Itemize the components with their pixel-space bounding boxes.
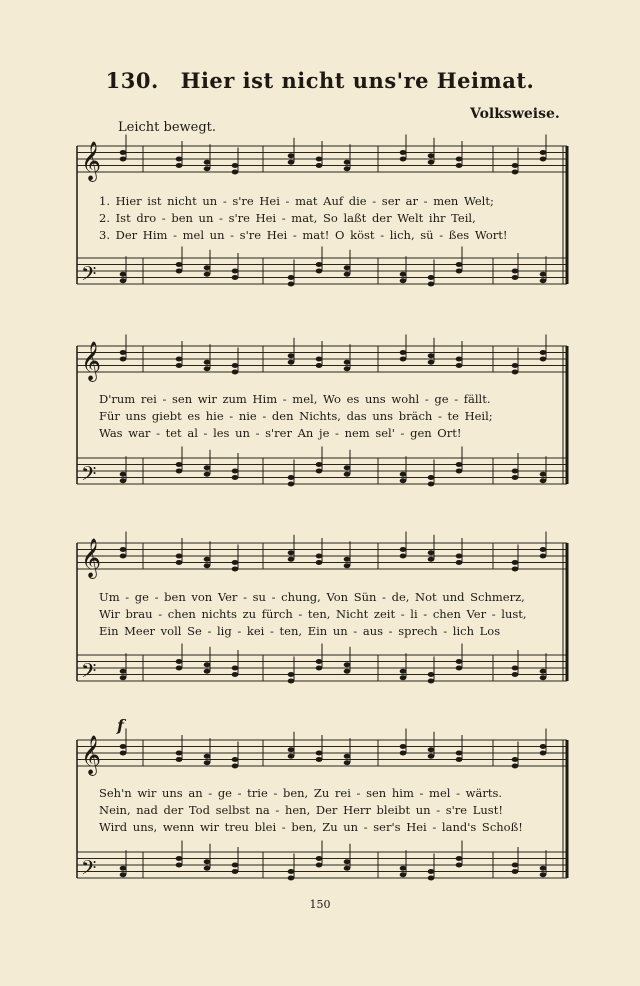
note-head — [288, 282, 295, 287]
note-head — [120, 669, 127, 674]
note-head — [316, 659, 323, 664]
note-head — [316, 363, 323, 368]
lyric-line: Wir brau - chen nichts zu fürch - ten, Nicht zeit - li - chen Ver - lust, — [99, 607, 527, 621]
note-head — [428, 160, 435, 165]
note-head — [428, 747, 435, 752]
note-head — [400, 675, 407, 680]
note-head — [512, 469, 519, 474]
note-head — [344, 754, 351, 759]
note-head — [120, 350, 127, 355]
note-head — [540, 866, 547, 871]
note-head — [316, 554, 323, 559]
note-head — [456, 666, 463, 671]
note-head — [540, 357, 547, 362]
lyric-line: 1. Hier ist nicht un - s're Hei - mat Auf die - ser ar - men Welt; — [99, 194, 494, 208]
note-head — [344, 859, 351, 864]
note-head — [456, 357, 463, 362]
note-head — [512, 560, 519, 565]
lyric-line: Nein, nad der Tod selbst na - hen, Der Herr bleibt un - s're Lust! — [99, 803, 503, 817]
note-head — [512, 363, 519, 368]
note-head — [344, 563, 351, 568]
note-head — [428, 275, 435, 280]
note-head — [344, 465, 351, 470]
note-head — [204, 465, 211, 470]
note-head — [512, 269, 519, 274]
note-head — [316, 666, 323, 671]
bass-clef-icon: 𝄢 — [81, 262, 97, 290]
note-head — [428, 282, 435, 287]
hymn-title: Hier ist nicht uns're Heimat. — [180, 68, 535, 93]
note-head — [232, 370, 239, 375]
note-head — [288, 550, 295, 555]
note-head — [456, 269, 463, 274]
note-head — [428, 360, 435, 365]
note-head — [204, 360, 211, 365]
note-head — [176, 363, 183, 368]
note-head — [344, 557, 351, 562]
note-head — [456, 163, 463, 168]
note-head — [176, 751, 183, 756]
note-head — [400, 554, 407, 559]
note-head — [120, 547, 127, 552]
note-head — [120, 472, 127, 477]
note-head — [456, 554, 463, 559]
note-head — [456, 469, 463, 474]
music-system-3 — [73, 537, 569, 697]
note-head — [316, 462, 323, 467]
note-head — [288, 754, 295, 759]
bass-clef-icon: 𝄢 — [81, 856, 97, 884]
lyric-line: D'rum rei - sen wir zum Him - mel, Wo es uns wohl - ge - fällt. — [99, 392, 491, 406]
note-head — [400, 472, 407, 477]
note-head — [512, 764, 519, 769]
note-head — [120, 751, 127, 756]
note-head — [316, 163, 323, 168]
note-head — [204, 265, 211, 270]
note-head — [316, 157, 323, 162]
note-head — [288, 672, 295, 677]
note-head — [204, 754, 211, 759]
note-head — [176, 157, 183, 162]
note-head — [400, 150, 407, 155]
note-head — [456, 462, 463, 467]
note-head — [344, 166, 351, 171]
note-head — [428, 475, 435, 480]
note-head — [428, 876, 435, 881]
note-head — [176, 757, 183, 762]
note-head — [400, 278, 407, 283]
note-head — [204, 272, 211, 277]
note-head — [120, 357, 127, 362]
note-head — [344, 366, 351, 371]
note-head — [456, 157, 463, 162]
lyric-line: Wird uns, wenn wir treu blei - ben, Zu un - ser's Hei - land's Schoß! — [99, 820, 523, 834]
note-head — [288, 482, 295, 487]
note-head — [232, 560, 239, 565]
note-head — [512, 163, 519, 168]
note-head — [456, 856, 463, 861]
note-head — [540, 547, 547, 552]
note-head — [288, 876, 295, 881]
note-head — [344, 360, 351, 365]
note-head — [456, 757, 463, 762]
note-head — [288, 360, 295, 365]
note-head — [204, 366, 211, 371]
note-head — [428, 754, 435, 759]
note-head — [400, 547, 407, 552]
note-head — [316, 262, 323, 267]
hymn-number: 130. — [105, 68, 159, 93]
note-head — [428, 482, 435, 487]
treble-clef-icon: 𝄞 — [81, 341, 102, 381]
note-head — [540, 478, 547, 483]
note-head — [204, 472, 211, 477]
note-head — [204, 563, 211, 568]
note-head — [176, 554, 183, 559]
note-head — [232, 475, 239, 480]
lyric-line: Seh'n wir uns an - ge - trie - ben, Zu rei - sen him - mel - wärts. — [99, 786, 503, 800]
note-head — [344, 866, 351, 871]
note-head — [540, 472, 547, 477]
note-head — [316, 751, 323, 756]
note-head — [288, 869, 295, 874]
note-head — [400, 872, 407, 877]
note-head — [456, 659, 463, 664]
lyric-line: Für uns giebt es hie - nie - den Nichts, das uns bräch - te Heil; — [99, 409, 493, 423]
note-head — [120, 157, 127, 162]
note-head — [176, 269, 183, 274]
note-head — [232, 764, 239, 769]
bass-clef-icon: 𝄢 — [81, 659, 97, 687]
note-head — [176, 863, 183, 868]
note-head — [400, 751, 407, 756]
note-head — [316, 469, 323, 474]
note-head — [316, 357, 323, 362]
note-head — [512, 757, 519, 762]
note-head — [512, 567, 519, 572]
note-head — [232, 672, 239, 677]
note-head — [540, 554, 547, 559]
note-head — [316, 863, 323, 868]
note-head — [120, 278, 127, 283]
note-head — [428, 550, 435, 555]
note-head — [540, 872, 547, 877]
note-head — [456, 751, 463, 756]
note-head — [288, 160, 295, 165]
note-head — [232, 269, 239, 274]
note-head — [120, 150, 127, 155]
note-head — [176, 357, 183, 362]
note-head — [540, 675, 547, 680]
note-head — [176, 666, 183, 671]
note-head — [232, 869, 239, 874]
note-head — [400, 272, 407, 277]
treble-clef-icon: 𝄞 — [81, 735, 102, 775]
note-head — [204, 662, 211, 667]
note-head — [204, 166, 211, 171]
note-head — [316, 856, 323, 861]
origin-label: Volksweise. — [470, 106, 560, 122]
note-head — [344, 662, 351, 667]
note-head — [400, 357, 407, 362]
note-head — [232, 567, 239, 572]
note-head — [176, 462, 183, 467]
note-head — [120, 872, 127, 877]
music-system-1 — [73, 140, 569, 300]
note-head — [288, 747, 295, 752]
note-head — [288, 557, 295, 562]
note-head — [512, 863, 519, 868]
note-head — [120, 744, 127, 749]
music-system-4 — [73, 716, 569, 894]
note-head — [540, 150, 547, 155]
note-head — [400, 350, 407, 355]
note-head — [232, 469, 239, 474]
note-head — [540, 751, 547, 756]
note-head — [540, 157, 547, 162]
note-head — [428, 672, 435, 677]
note-head — [120, 272, 127, 277]
note-head — [456, 863, 463, 868]
note-head — [204, 760, 211, 765]
note-head — [176, 560, 183, 565]
note-head — [540, 669, 547, 674]
note-head — [316, 560, 323, 565]
note-head — [176, 262, 183, 267]
treble-clef-icon: 𝄞 — [81, 141, 102, 181]
music-system-2 — [73, 340, 569, 500]
note-head — [204, 866, 211, 871]
note-head — [512, 869, 519, 874]
lyric-line: Um - ge - ben von Ver - su - chung, Von Sün - de, Not und Schmerz, — [99, 590, 525, 604]
note-head — [344, 160, 351, 165]
dynamic-marking: f — [117, 716, 124, 735]
note-head — [288, 275, 295, 280]
note-head — [512, 170, 519, 175]
note-head — [232, 275, 239, 280]
note-head — [540, 278, 547, 283]
note-head — [428, 557, 435, 562]
note-head — [400, 866, 407, 871]
note-head — [512, 672, 519, 677]
note-head — [232, 757, 239, 762]
note-head — [540, 350, 547, 355]
note-head — [176, 163, 183, 168]
note-head — [204, 160, 211, 165]
lyric-line: Was war - tet al - les un - s'rer An je - nem sel' - gen Ort! — [99, 426, 462, 440]
note-head — [316, 757, 323, 762]
note-head — [512, 666, 519, 671]
note-head — [540, 272, 547, 277]
note-head — [288, 679, 295, 684]
note-head — [232, 363, 239, 368]
note-head — [120, 866, 127, 871]
note-head — [204, 557, 211, 562]
note-head — [120, 478, 127, 483]
note-head — [428, 353, 435, 358]
lyric-line: 3. Der Him - mel un - s're Hei - mat! O köst - lich, sü - ßes Wort! — [99, 228, 508, 242]
note-head — [344, 669, 351, 674]
lyric-line: Ein Meer voll Se - lig - kei - ten, Ein un - aus - sprech - lich Los — [99, 624, 501, 638]
note-head — [176, 659, 183, 664]
note-head — [344, 760, 351, 765]
lyric-line: 2. Ist dro - ben un - s're Hei - mat, So laßt der Welt ihr Teil, — [99, 211, 476, 225]
note-head — [512, 370, 519, 375]
bass-clef-icon: 𝄢 — [81, 462, 97, 490]
note-head — [176, 856, 183, 861]
note-head — [400, 157, 407, 162]
note-head — [176, 469, 183, 474]
note-head — [400, 744, 407, 749]
note-head — [456, 363, 463, 368]
note-head — [316, 269, 323, 274]
note-head — [288, 475, 295, 480]
note-head — [344, 265, 351, 270]
note-head — [232, 163, 239, 168]
note-head — [512, 275, 519, 280]
page-number: 150 — [309, 898, 331, 911]
note-head — [344, 272, 351, 277]
note-head — [232, 666, 239, 671]
treble-clef-icon: 𝄞 — [81, 538, 102, 578]
note-head — [456, 560, 463, 565]
note-head — [512, 475, 519, 480]
note-head — [204, 669, 211, 674]
note-head — [120, 554, 127, 559]
note-head — [400, 478, 407, 483]
note-head — [540, 744, 547, 749]
note-head — [288, 353, 295, 358]
note-head — [428, 679, 435, 684]
tempo-marking: Leicht bewegt. — [118, 120, 217, 135]
note-head — [344, 472, 351, 477]
note-head — [204, 859, 211, 864]
note-head — [428, 869, 435, 874]
note-head — [400, 669, 407, 674]
note-head — [120, 675, 127, 680]
note-head — [288, 153, 295, 158]
note-head — [232, 170, 239, 175]
hymn-title-row — [0, 68, 640, 93]
note-head — [232, 863, 239, 868]
note-head — [456, 262, 463, 267]
note-head — [428, 153, 435, 158]
